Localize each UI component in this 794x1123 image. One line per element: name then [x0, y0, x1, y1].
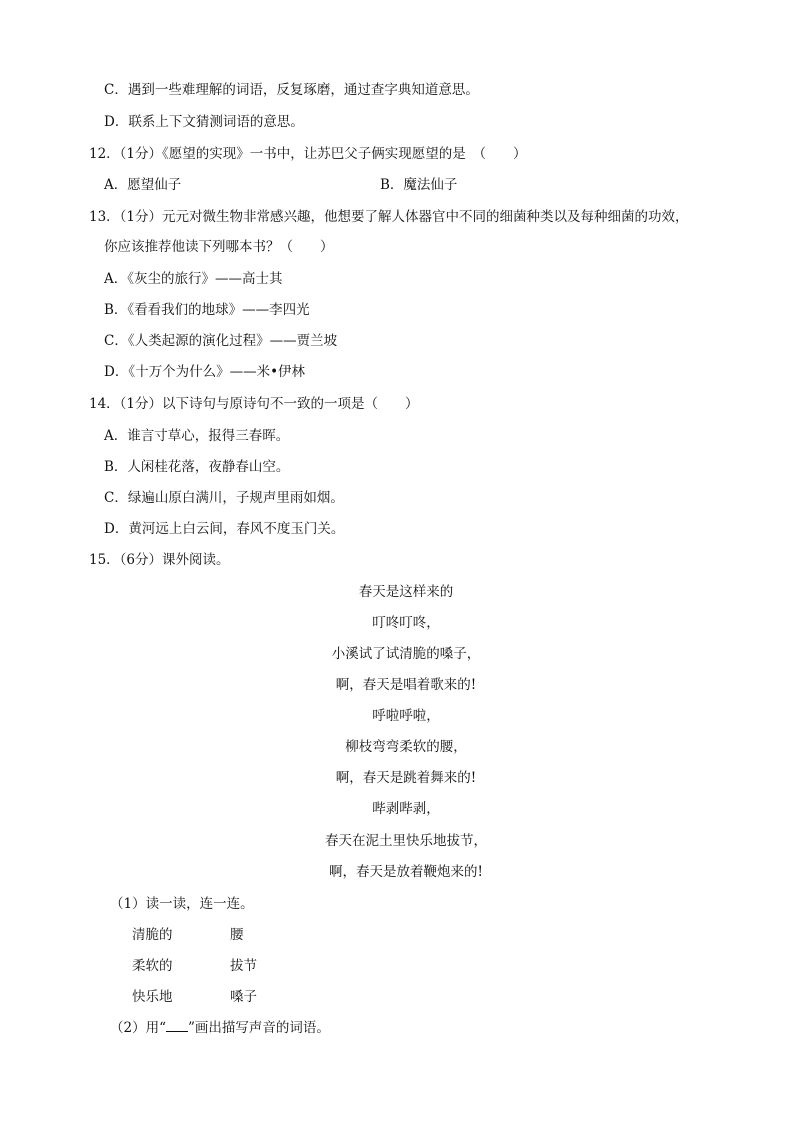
match-left-item: 清脆的 [132, 927, 173, 943]
poem-line: 小溪试了试清脆的嗓子， [331, 646, 481, 662]
q14-option-a: A．谁言寸草心，报得三春晖。 [104, 428, 290, 444]
q12-option-b: B．魔法仙子 [380, 177, 458, 193]
q13-option-d: D．《十万个为什么》——米•伊林 [104, 364, 306, 380]
poem-title: 春天是这样来的 [358, 584, 454, 600]
match-right-item: 腰 [230, 927, 244, 943]
poem-line: 哔剥哔剥， [372, 801, 440, 817]
poem-line: 啊，春天是放着鞭炮来的! [329, 864, 483, 880]
q13-option-a: A．《灰尘的旅行》——高士其 [104, 271, 283, 287]
q15-sub2 [110, 1019, 330, 1037]
poem-line: 叮咚叮咚， [372, 615, 440, 631]
q12-option-a: A．愿望仙子 [104, 177, 182, 193]
match-left-item: 快乐地 [132, 989, 173, 1005]
q13-option-c: C．《人类起源的演化过程》——贾兰坡 [104, 333, 338, 349]
q14-option-d: D．黄河远上白云间，春风不度玉门关。 [104, 521, 345, 537]
q12-stem: 12．（1分）《愿望的实现》一书中，让苏巴父子俩实现愿望的是 （ ） [89, 146, 527, 162]
q14-option-b: B．人闲桂花落，夜静春山空。 [104, 459, 290, 475]
q11-option-c: C．遇到一些难理解的词语，反复琢磨，通过查字典知道意思。 [104, 82, 479, 98]
poem-line: 呼啦呼啦， [372, 708, 440, 724]
poem-line: 柳枝弯弯柔软的腰， [345, 739, 467, 755]
match-right-item: 拔节 [230, 958, 257, 974]
q11-option-d: D．联系上下文猜测词语的意思。 [104, 114, 304, 130]
poem-line: 春天在泥土里快乐地拔节， [325, 833, 487, 849]
q15-sub2-after: ”画出描写声音的词语。 [188, 1020, 330, 1036]
q13-stem: 13．（1分）元元对微生物非常感兴趣，他想要了解人体器官中不同的细菌种类以及每种细菌的功效， [89, 209, 689, 225]
match-right-item: 嗓子 [230, 989, 257, 1005]
q14-option-c: C．绿遍山原白满川，子规声里雨如烟。 [104, 490, 344, 506]
q15-sub1: （1）读一读，连一连。 [110, 896, 254, 912]
poem-line: 啊，春天是跳着舞来的! [335, 770, 477, 786]
q14-stem: 14．（1分）以下诗句与原诗句不一致的一项是（ ） [89, 396, 419, 412]
underline-sample [166, 1019, 188, 1032]
q15-sub2-before: （2）用“ [110, 1020, 166, 1036]
q15-stem: 15．（6分）课外阅读。 [89, 552, 230, 568]
poem-line: 啊，春天是唱着歌来的! [335, 677, 477, 693]
q13-stem-cont: 你应该推荐他读下列哪本书？（ ） [104, 239, 334, 255]
q13-option-b: B．《看看我们的地球》——李四光 [104, 302, 310, 318]
match-left-item: 柔软的 [132, 958, 173, 974]
